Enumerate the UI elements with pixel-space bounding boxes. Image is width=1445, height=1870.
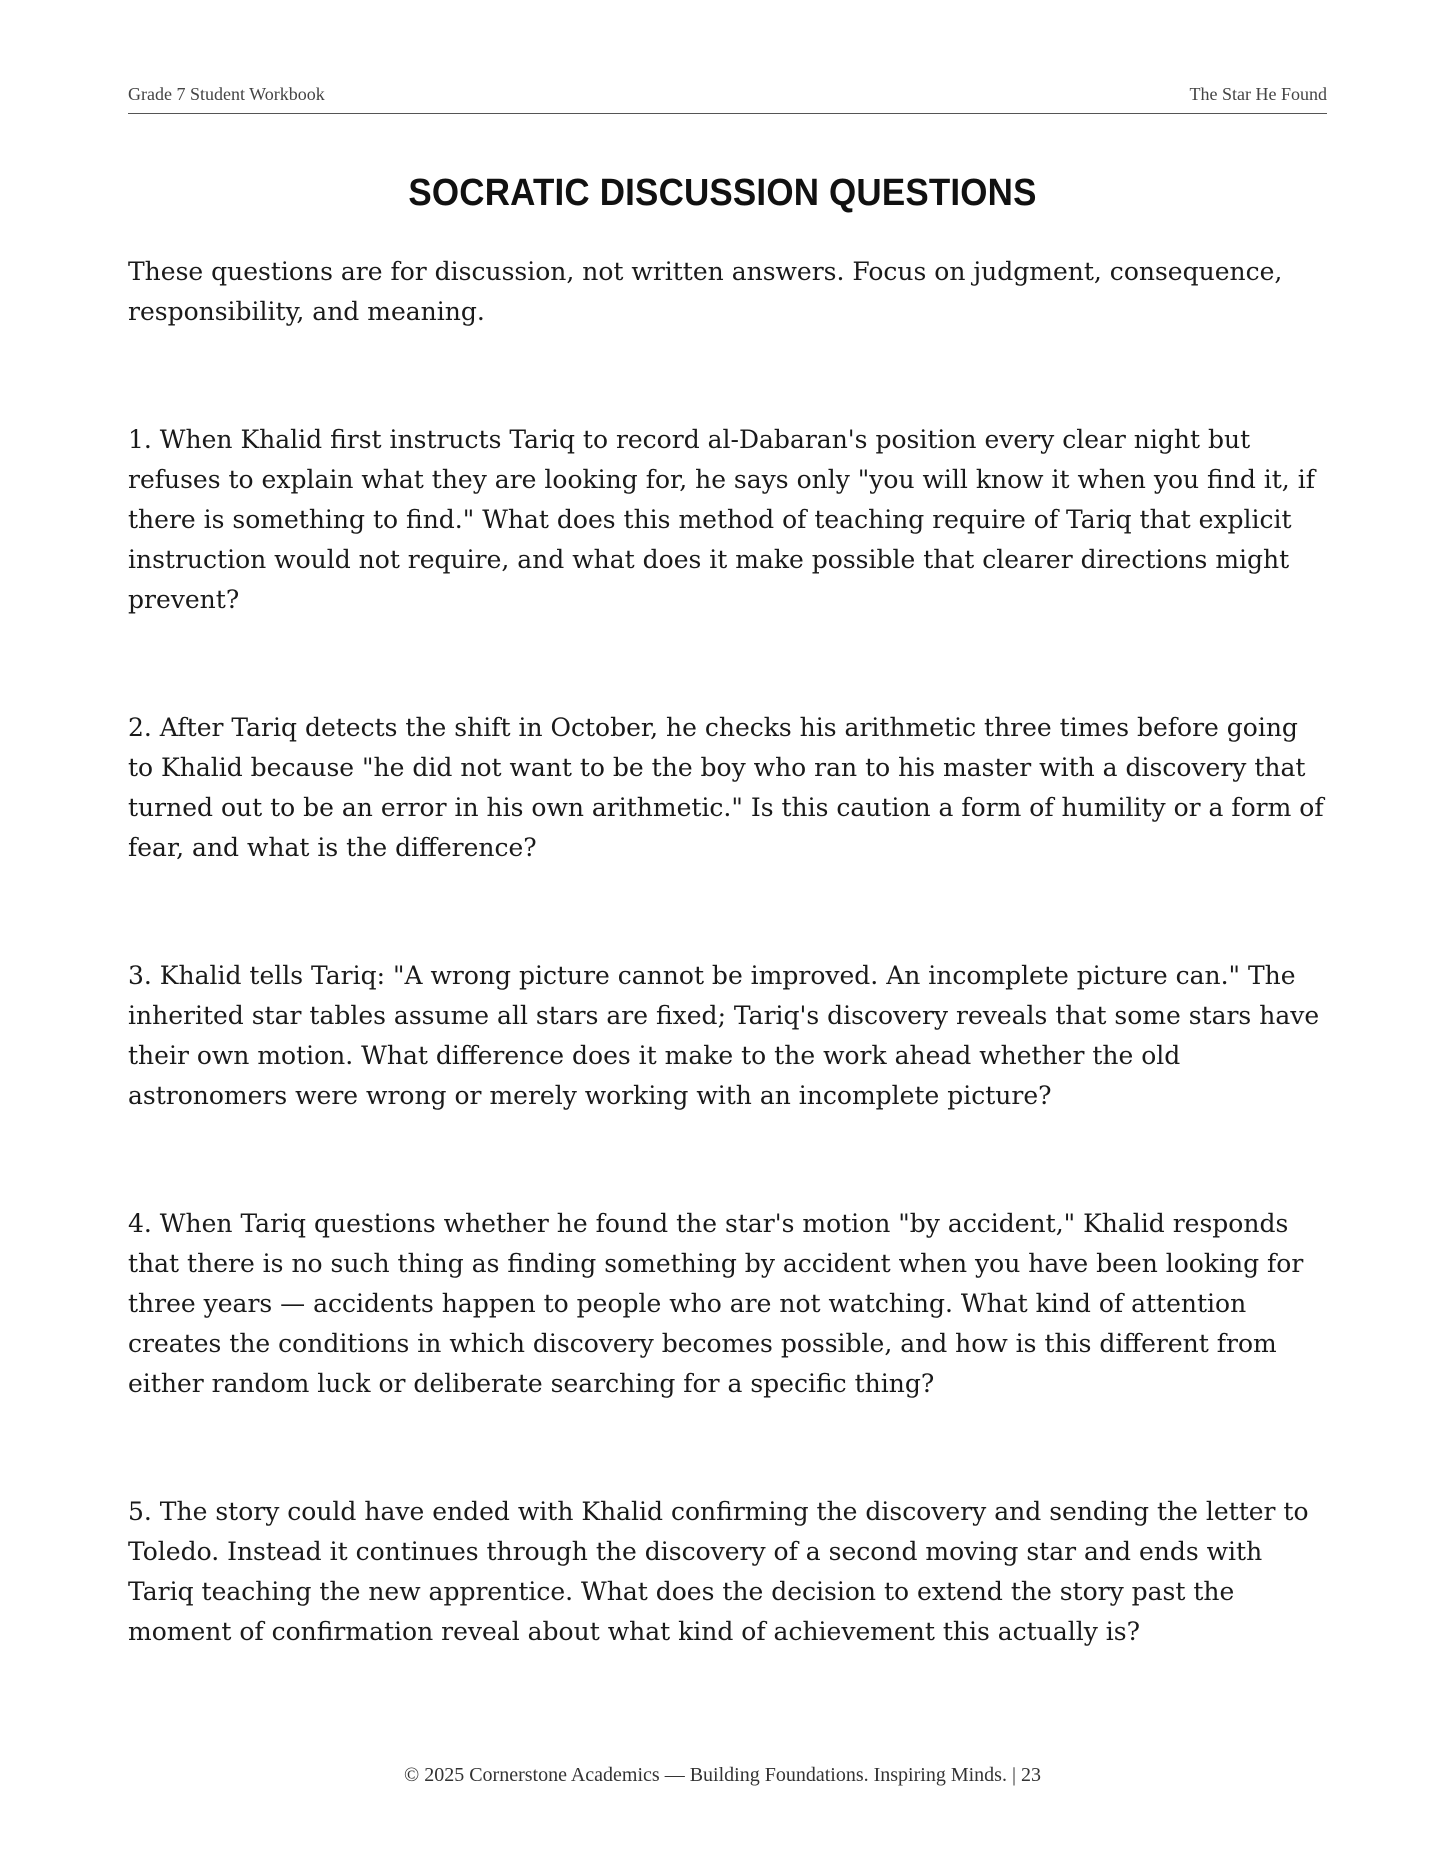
workbook-label: Grade 7 Student Workbook [128, 84, 325, 104]
story-title-label: The Star He Found [1189, 84, 1327, 104]
page-footer: © 2025 Cornerstone Academics — Building Foundations. Inspiring Minds. | 23 [404, 1764, 1041, 1786]
question-5: 5. The story could have ended with Khalid confirming the discovery and sending the letter to Toledo. Instead it continues through the discovery of a second moving star and ends with Tariq teaching the new apprentice. What does the decision to extend the story past the moment of confirmation reveal about what kind of achievement this actually is? [128, 1497, 1309, 1646]
intro-paragraph: These questions are for discussion, not written answers. Focus on judgment, consequence, responsibility, and meaning. [128, 257, 1283, 326]
question-2: 2. After Tariq detects the shift in October, he checks his arithmetic three times before going to Khalid because "he did not want to be the boy who ran to his master with a discovery that turned out to be an error in his own arithmetic." Is this caution a form of humility or a form of fear, and what is the difference? [128, 713, 1324, 862]
page-header [128, 84, 1327, 114]
page-title: SOCRATIC DISCUSSION QUESTIONS [408, 172, 1037, 214]
question-1: 1. When Khalid first instructs Tariq to record al-Dabaran's position every clear night but refuses to explain what they are looking for, he says only "you will know it when you find it, if there is something to find." What does this method of teaching require of Tariq that explicit instruction would not require, and what does it make possible that clearer directions might prevent? [128, 425, 1315, 614]
question-list [128, 420, 1328, 1740]
question-3: 3. Khalid tells Tariq: "A wrong picture cannot be improved. An incomplete picture can." The inherited star tables assume all stars are fixed; Tariq's discovery reveals that some stars have their own motion. What difference does it make to the work ahead whether the old astronomers were wrong or merely working with an incomplete picture? [128, 961, 1320, 1110]
question-4: 4. When Tariq questions whether he found the star's motion "by accident," Khalid responds that there is no such thing as finding something by accident when you have been looking for three years — accidents happen to people who are not watching. What kind of attention creates the conditions in which discovery becomes possible, and how is this different from either random luck or deliberate searching for a specific thing? [128, 1209, 1304, 1398]
